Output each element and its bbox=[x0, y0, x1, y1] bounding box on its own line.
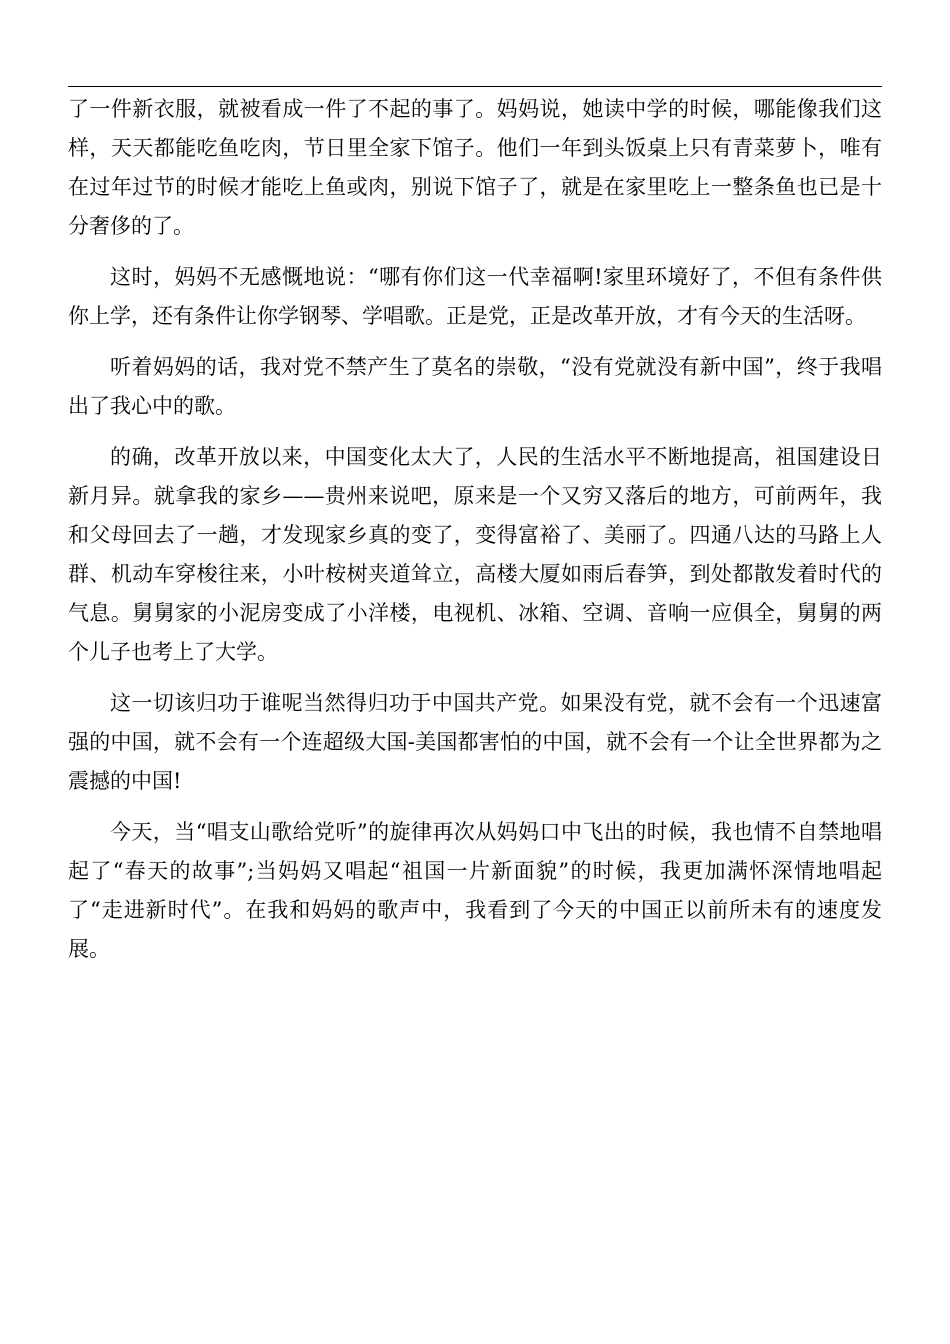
paragraph-3: 听着妈妈的话，我对党不禁产生了莫名的崇敬，“没有党就没有新中国”，终于我唱出了我心中的歌。 bbox=[68, 355, 882, 418]
paragraph-2: 这时，妈妈不无感慨地说：“哪有你们这一代幸福啊!家里环境好了，不但有条件供你上学，还有条件让你学钢琴、学唱歌。正是党，正是改革开放，才有今天的生活呀。 bbox=[68, 265, 882, 328]
paragraph-4: 的确，改革开放以来，中国变化太大了，人民的生活水平不断地提高，祖国建设日新月异。就拿我的家乡——贵州来说吧，原来是一个又穷又落后的地方，可前两年，我和父母回去了一趟，才发现家乡真的变了，变得富裕了、美丽了。四通八达的马路上人群、机动车穿梭往来，小叶桉树夹道耸立，高楼大厦如雨后春笋，到处都散发着时代的气息。舅舅家的小泥房变成了小洋楼，电视机、冰箱、空调、音响一应俱全，舅舅的两个儿子也考上了大学。 bbox=[68, 445, 882, 664]
paragraph-6: 今天，当“唱支山歌给党听”的旋律再次从妈妈口中飞出的时候，我也情不自禁地唱起了“春天的故事”;当妈妈又唱起“祖国一片新面貌”的时候，我更加满怀深情地唱起了“走进新时代”。在我和妈妈的歌声中，我看到了今天的中国正以前所未有的速度发展。 bbox=[68, 820, 882, 961]
paragraph-5: 这一切该归功于谁呢当然得归功于中国共产党。如果没有党，就不会有一个迅速富强的中国，就不会有一个连超级大国-美国都害怕的中国，就不会有一个让全世界都为之震撼的中国! bbox=[68, 691, 882, 793]
body-text bbox=[68, 90, 882, 981]
header-rule bbox=[68, 86, 882, 87]
paragraph-1: 了一件新衣服，就被看成一件了不起的事了。妈妈说，她读中学的时候，哪能像我们这样，天天都能吃鱼吃肉，节日里全家下馆子。他们一年到头饭桌上只有青菜萝卜，唯有在过年过节的时候才能吃上鱼或肉，别说下馆子了，就是在家里吃上一整条鱼也已是十分奢侈的了。 bbox=[68, 97, 882, 238]
